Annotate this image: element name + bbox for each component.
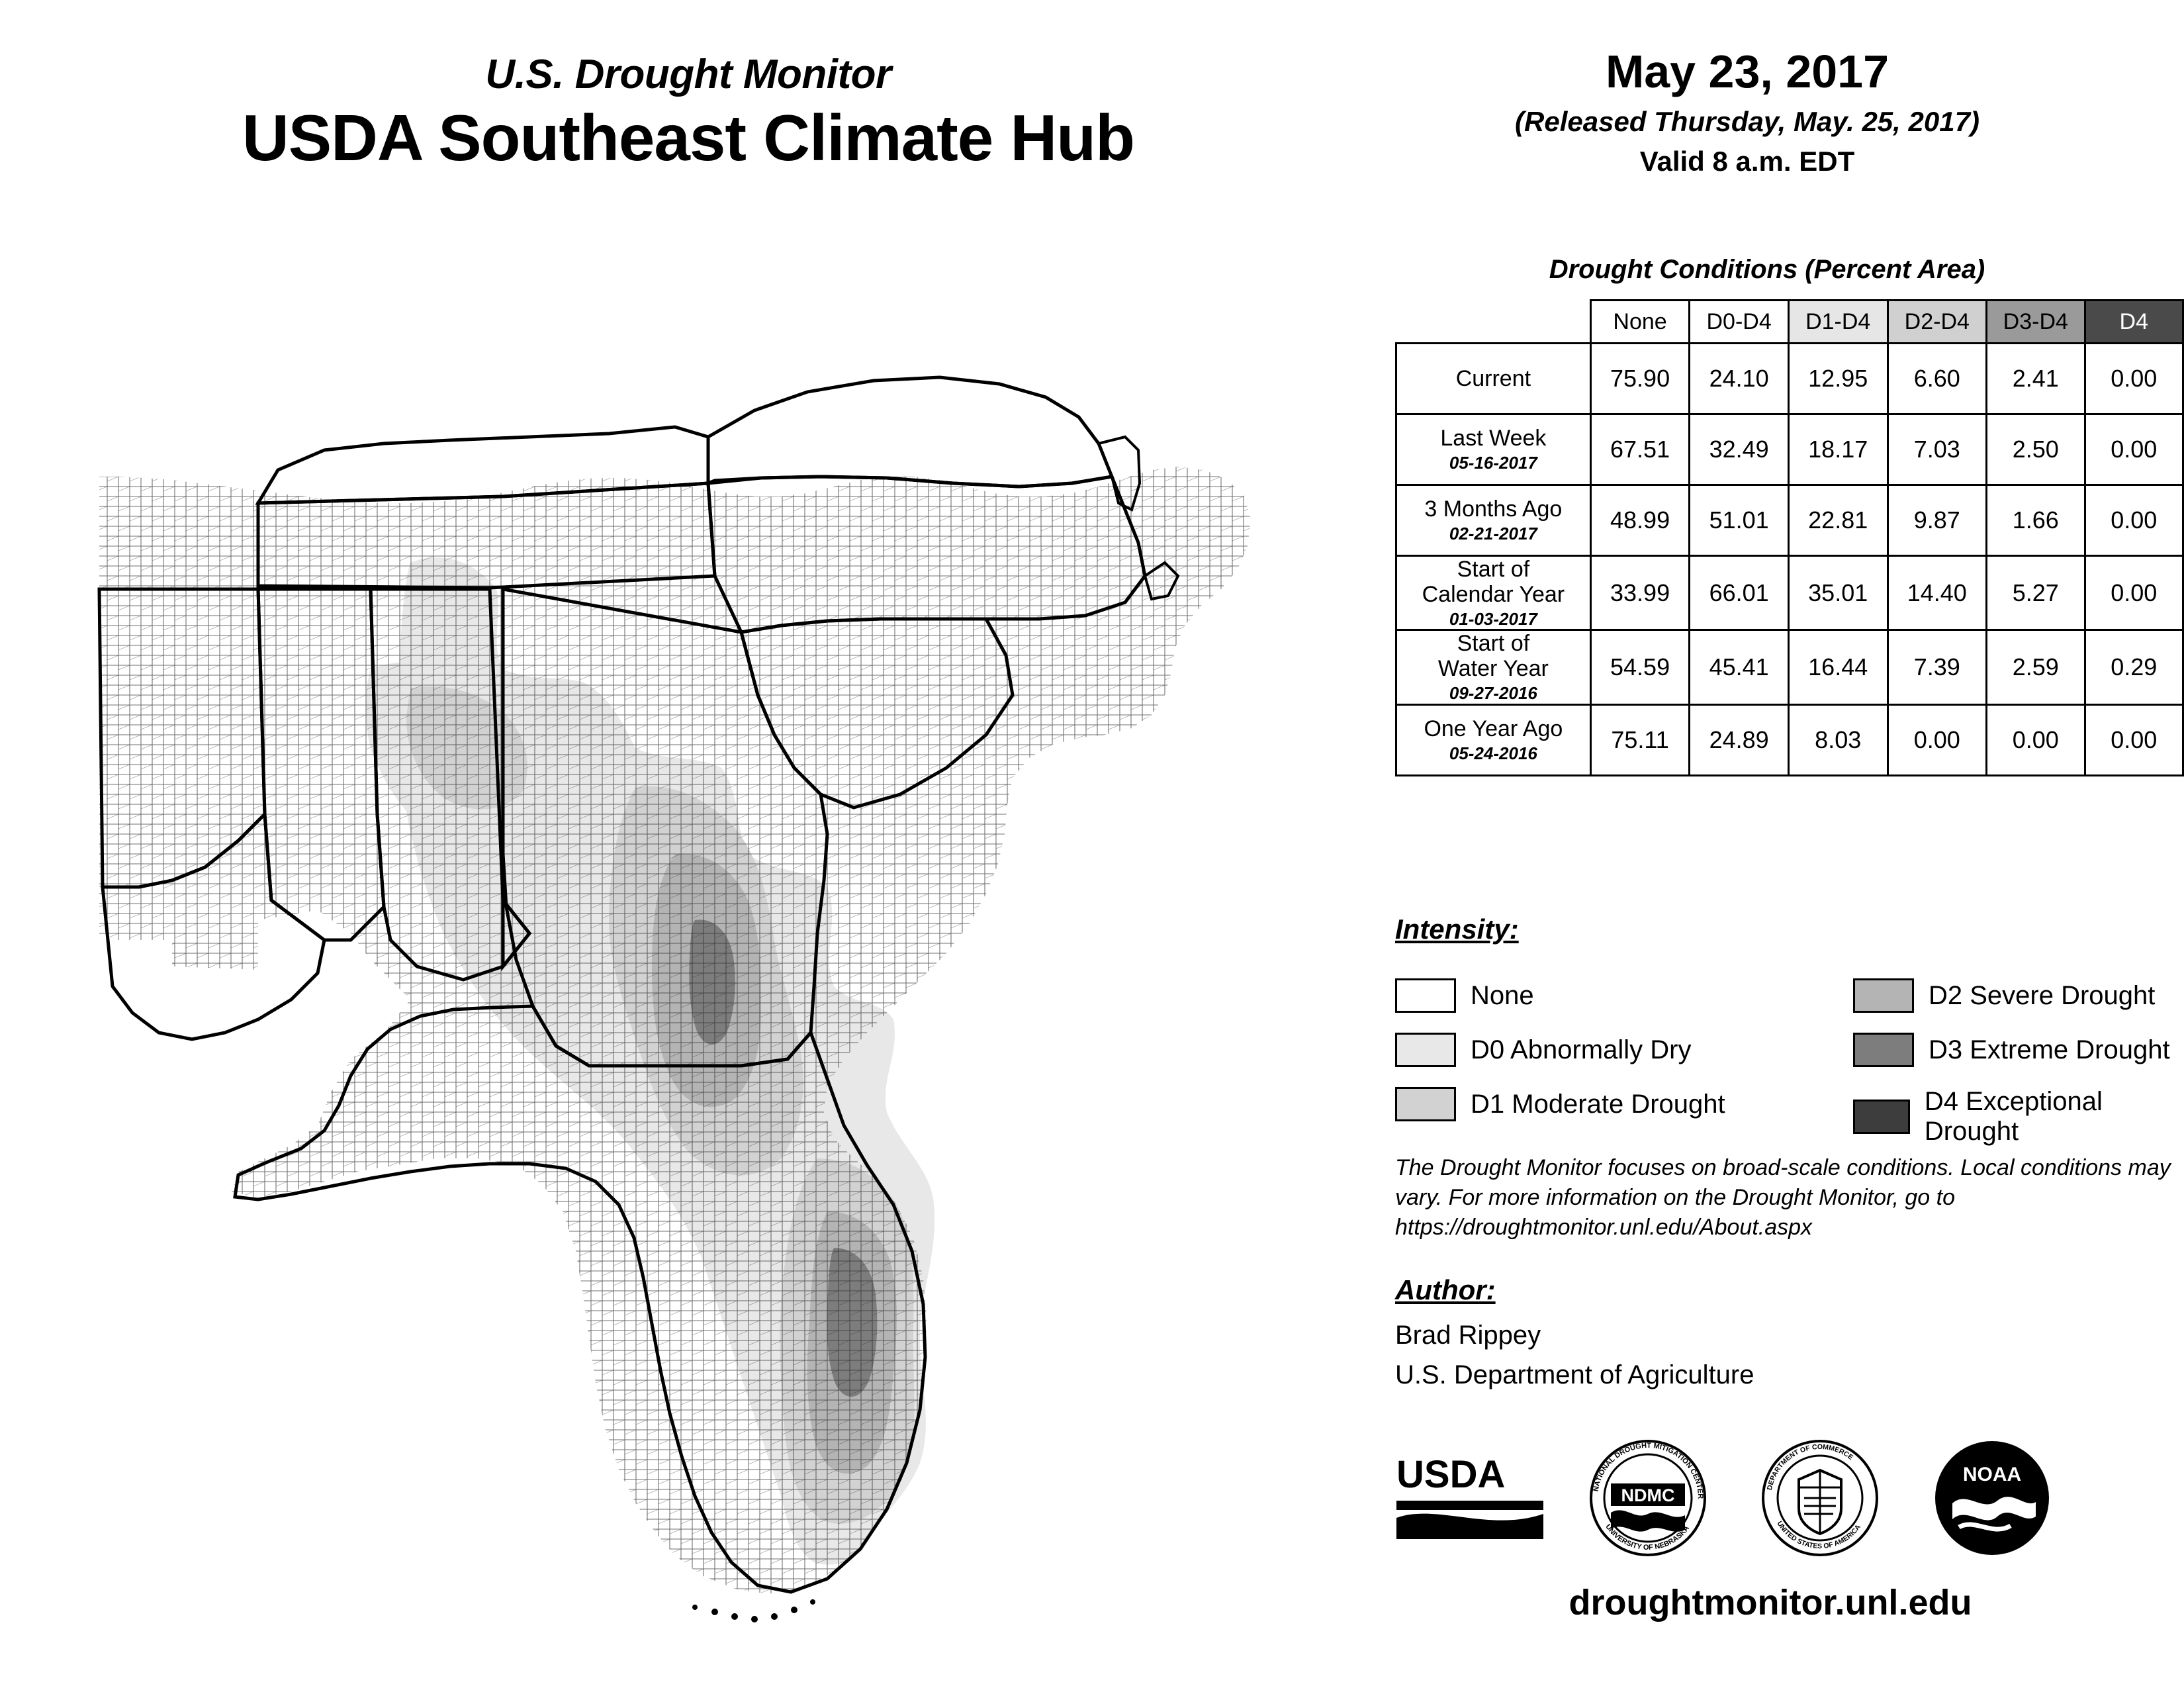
cell-oneyear-d0d4: 24.89: [1690, 704, 1789, 775]
cell-current-none: 75.90: [1590, 344, 1690, 414]
table-row: [1396, 556, 2183, 630]
table-row: [1396, 630, 2183, 704]
col-header-d2d4: D2-D4: [1888, 301, 1987, 344]
cell-wateryear-none: 54.59: [1590, 630, 1690, 704]
cell-oneyear-d1d4: 8.03: [1788, 704, 1888, 775]
cell-calendaryear-d4: 0.00: [2085, 556, 2183, 630]
cell-3months-d2d4: 9.87: [1888, 485, 1987, 556]
doc-logo: [1763, 1441, 1877, 1555]
table-row: [1396, 344, 2183, 414]
legend-swatch-d1: [1395, 1087, 1456, 1121]
row-label-text-line1: Start of: [1457, 557, 1530, 582]
row-label-date: 01-03-2017: [1449, 609, 1537, 630]
row-label-text-line1: Start of: [1457, 631, 1530, 657]
cell-lastweek-d4: 0.00: [2085, 414, 2183, 485]
row-label-text: Last Week: [1440, 426, 1547, 451]
row-label-start-calendar-year: [1396, 556, 1591, 630]
col-header-d0d4: D0-D4: [1690, 301, 1789, 344]
row-label-current: [1396, 344, 1591, 414]
cell-wateryear-d3d4: 2.59: [1987, 630, 2085, 704]
cell-3months-d3d4: 1.66: [1987, 485, 2085, 556]
cell-calendaryear-d3d4: 5.27: [1987, 556, 2085, 630]
legend-item-d4: [1853, 1087, 2184, 1147]
cell-lastweek-d2d4: 7.03: [1888, 414, 1987, 485]
row-label-last-week: [1396, 414, 1591, 485]
cell-calendaryear-d2d4: 14.40: [1888, 556, 1987, 630]
cell-3months-d0d4: 51.01: [1690, 485, 1789, 556]
legend-item-d3: [1853, 1033, 2170, 1067]
date-block: [1403, 46, 2091, 177]
col-header-none: None: [1590, 301, 1690, 344]
legend-label-d4: D4 Exceptional Drought: [1924, 1087, 2103, 1146]
cell-calendaryear-d1d4: 35.01: [1788, 556, 1888, 630]
cell-lastweek-d3d4: 2.50: [1987, 414, 2085, 485]
legend-swatch-none: [1395, 978, 1456, 1013]
cell-oneyear-none: 75.11: [1590, 704, 1690, 775]
cell-current-d1d4: 12.95: [1788, 344, 1888, 414]
table-row: [1396, 414, 2183, 485]
release-date: (Released Thursday, May. 25, 2017): [1515, 106, 1979, 137]
legend-label-d2: D2 Severe Drought: [1929, 980, 2156, 1010]
drought-conditions-table: [1395, 299, 2184, 776]
southeast-drought-map: [40, 218, 1377, 1655]
logo-row: [1390, 1440, 2151, 1559]
row-label-one-year-ago: [1396, 704, 1591, 775]
row-label-text-line2: Water Year: [1437, 656, 1549, 682]
cell-oneyear-d4: 0.00: [2085, 704, 2183, 775]
svg-text:UNITED STATES OF AMERICA: UNITED STATES OF AMERICA: [1775, 1519, 1862, 1551]
svg-text:UNIVERSITY OF NEBRASKA: UNIVERSITY OF NEBRASKA: [1604, 1523, 1692, 1552]
row-label-date: 05-16-2017: [1449, 453, 1537, 473]
cell-3months-d1d4: 22.81: [1788, 485, 1888, 556]
row-label-date: 09-27-2016: [1449, 683, 1537, 704]
svg-text:DEPARTMENT OF COMMERCE: DEPARTMENT OF COMMERCE: [1766, 1442, 1855, 1491]
florida-keys: [692, 1599, 815, 1622]
page-header: [0, 0, 2184, 238]
legend-item-d1: [1395, 1087, 1725, 1121]
title-block: [40, 52, 1337, 175]
cell-wateryear-d4: 0.29: [2085, 630, 2183, 704]
svg-text:NDMC: NDMC: [1621, 1485, 1675, 1505]
legend-swatch-d0: [1395, 1033, 1456, 1067]
legend-item-d0: [1395, 1033, 1691, 1067]
intensity-legend-title: Intensity:: [1395, 914, 1519, 945]
cell-wateryear-d2d4: 7.39: [1888, 630, 1987, 704]
row-label-start-water-year: [1396, 630, 1591, 704]
usdm-title: U.S. Drought Monitor: [485, 52, 891, 97]
disclaimer-text: The Drought Monitor focuses on broad-scale conditions. Local conditions may vary. For more information on the Drought Monitor, go to https://droughtmonitor.unl.edu/About.aspx: [1395, 1155, 2171, 1241]
row-label-text: One Year Ago: [1424, 716, 1563, 741]
noaa-logo: [1935, 1441, 2049, 1555]
legend-label-d3: D3 Extreme Drought: [1929, 1035, 2170, 1064]
cell-current-d2d4: 6.60: [1888, 344, 1987, 414]
cell-lastweek-d1d4: 18.17: [1788, 414, 1888, 485]
cell-lastweek-none: 67.51: [1590, 414, 1690, 485]
cell-3months-d4: 0.00: [2085, 485, 2183, 556]
hub-title: USDA Southeast Climate Hub: [242, 101, 1134, 175]
col-header-d1d4: D1-D4: [1788, 301, 1888, 344]
table-header-row: [1396, 301, 2183, 344]
cell-oneyear-d3d4: 0.00: [1987, 704, 2085, 775]
cell-lastweek-d0d4: 32.49: [1690, 414, 1789, 485]
row-label-text: 3 Months Ago: [1424, 496, 1563, 522]
cell-current-d3d4: 2.41: [1987, 344, 2085, 414]
row-label-text-line2: Calendar Year: [1422, 582, 1565, 608]
table-row: [1396, 704, 2183, 775]
legend-item-none: [1395, 978, 1534, 1013]
map-date: May 23, 2017: [1605, 46, 1889, 97]
row-label-date: 02-21-2017: [1449, 524, 1537, 544]
cell-calendaryear-none: 33.99: [1590, 556, 1690, 630]
legend-swatch-d3: [1853, 1033, 1914, 1067]
table-row: [1396, 485, 2183, 556]
author-organization: U.S. Department of Agriculture: [1395, 1360, 1754, 1389]
cell-oneyear-d2d4: 0.00: [1888, 704, 1987, 775]
legend-swatch-d2: [1853, 978, 1914, 1013]
legend-item-d2: [1853, 978, 2155, 1013]
row-label-date: 05-24-2016: [1449, 743, 1537, 764]
author-name: Brad Rippey: [1395, 1321, 1541, 1350]
site-url: droughtmonitor.unl.edu: [1569, 1583, 1972, 1622]
usda-logo: [1396, 1453, 1543, 1539]
legend-swatch-d4: [1853, 1100, 1910, 1134]
author-title: Author:: [1395, 1274, 1496, 1305]
county-texture: [40, 218, 1377, 1655]
cell-wateryear-d1d4: 16.44: [1788, 630, 1888, 704]
cell-3months-none: 48.99: [1590, 485, 1690, 556]
cell-calendaryear-d0d4: 66.01: [1690, 556, 1789, 630]
table-caption: Drought Conditions (Percent Area): [1549, 255, 1985, 284]
svg-text:NATIONAL DROUGHT MITIGATION CE: NATIONAL DROUGHT MITIGATION CENTER: [1592, 1441, 1705, 1499]
svg-text:NOAA: NOAA: [1962, 1464, 2022, 1485]
row-label-3-months-ago: [1396, 485, 1591, 556]
state-virginia: [708, 377, 1112, 487]
table-corner-cell: [1396, 301, 1591, 344]
legend-label-d0: D0 Abnormally Dry: [1471, 1035, 1692, 1064]
cell-wateryear-d0d4: 45.41: [1690, 630, 1789, 704]
col-header-d3d4: D3-D4: [1987, 301, 2085, 344]
legend-label-d1: D1 Moderate Drought: [1471, 1089, 1725, 1119]
valid-time: Valid 8 a.m. EDT: [1639, 146, 1855, 177]
cell-current-d4: 0.00: [2085, 344, 2183, 414]
col-header-d4: D4: [2085, 301, 2183, 344]
legend-label-none: None: [1471, 980, 1534, 1010]
cell-current-d0d4: 24.10: [1690, 344, 1789, 414]
ndmc-logo: [1591, 1441, 1705, 1555]
row-label-text: Current: [1455, 365, 1531, 391]
svg-text:USDA: USDA: [1396, 1453, 1506, 1496]
